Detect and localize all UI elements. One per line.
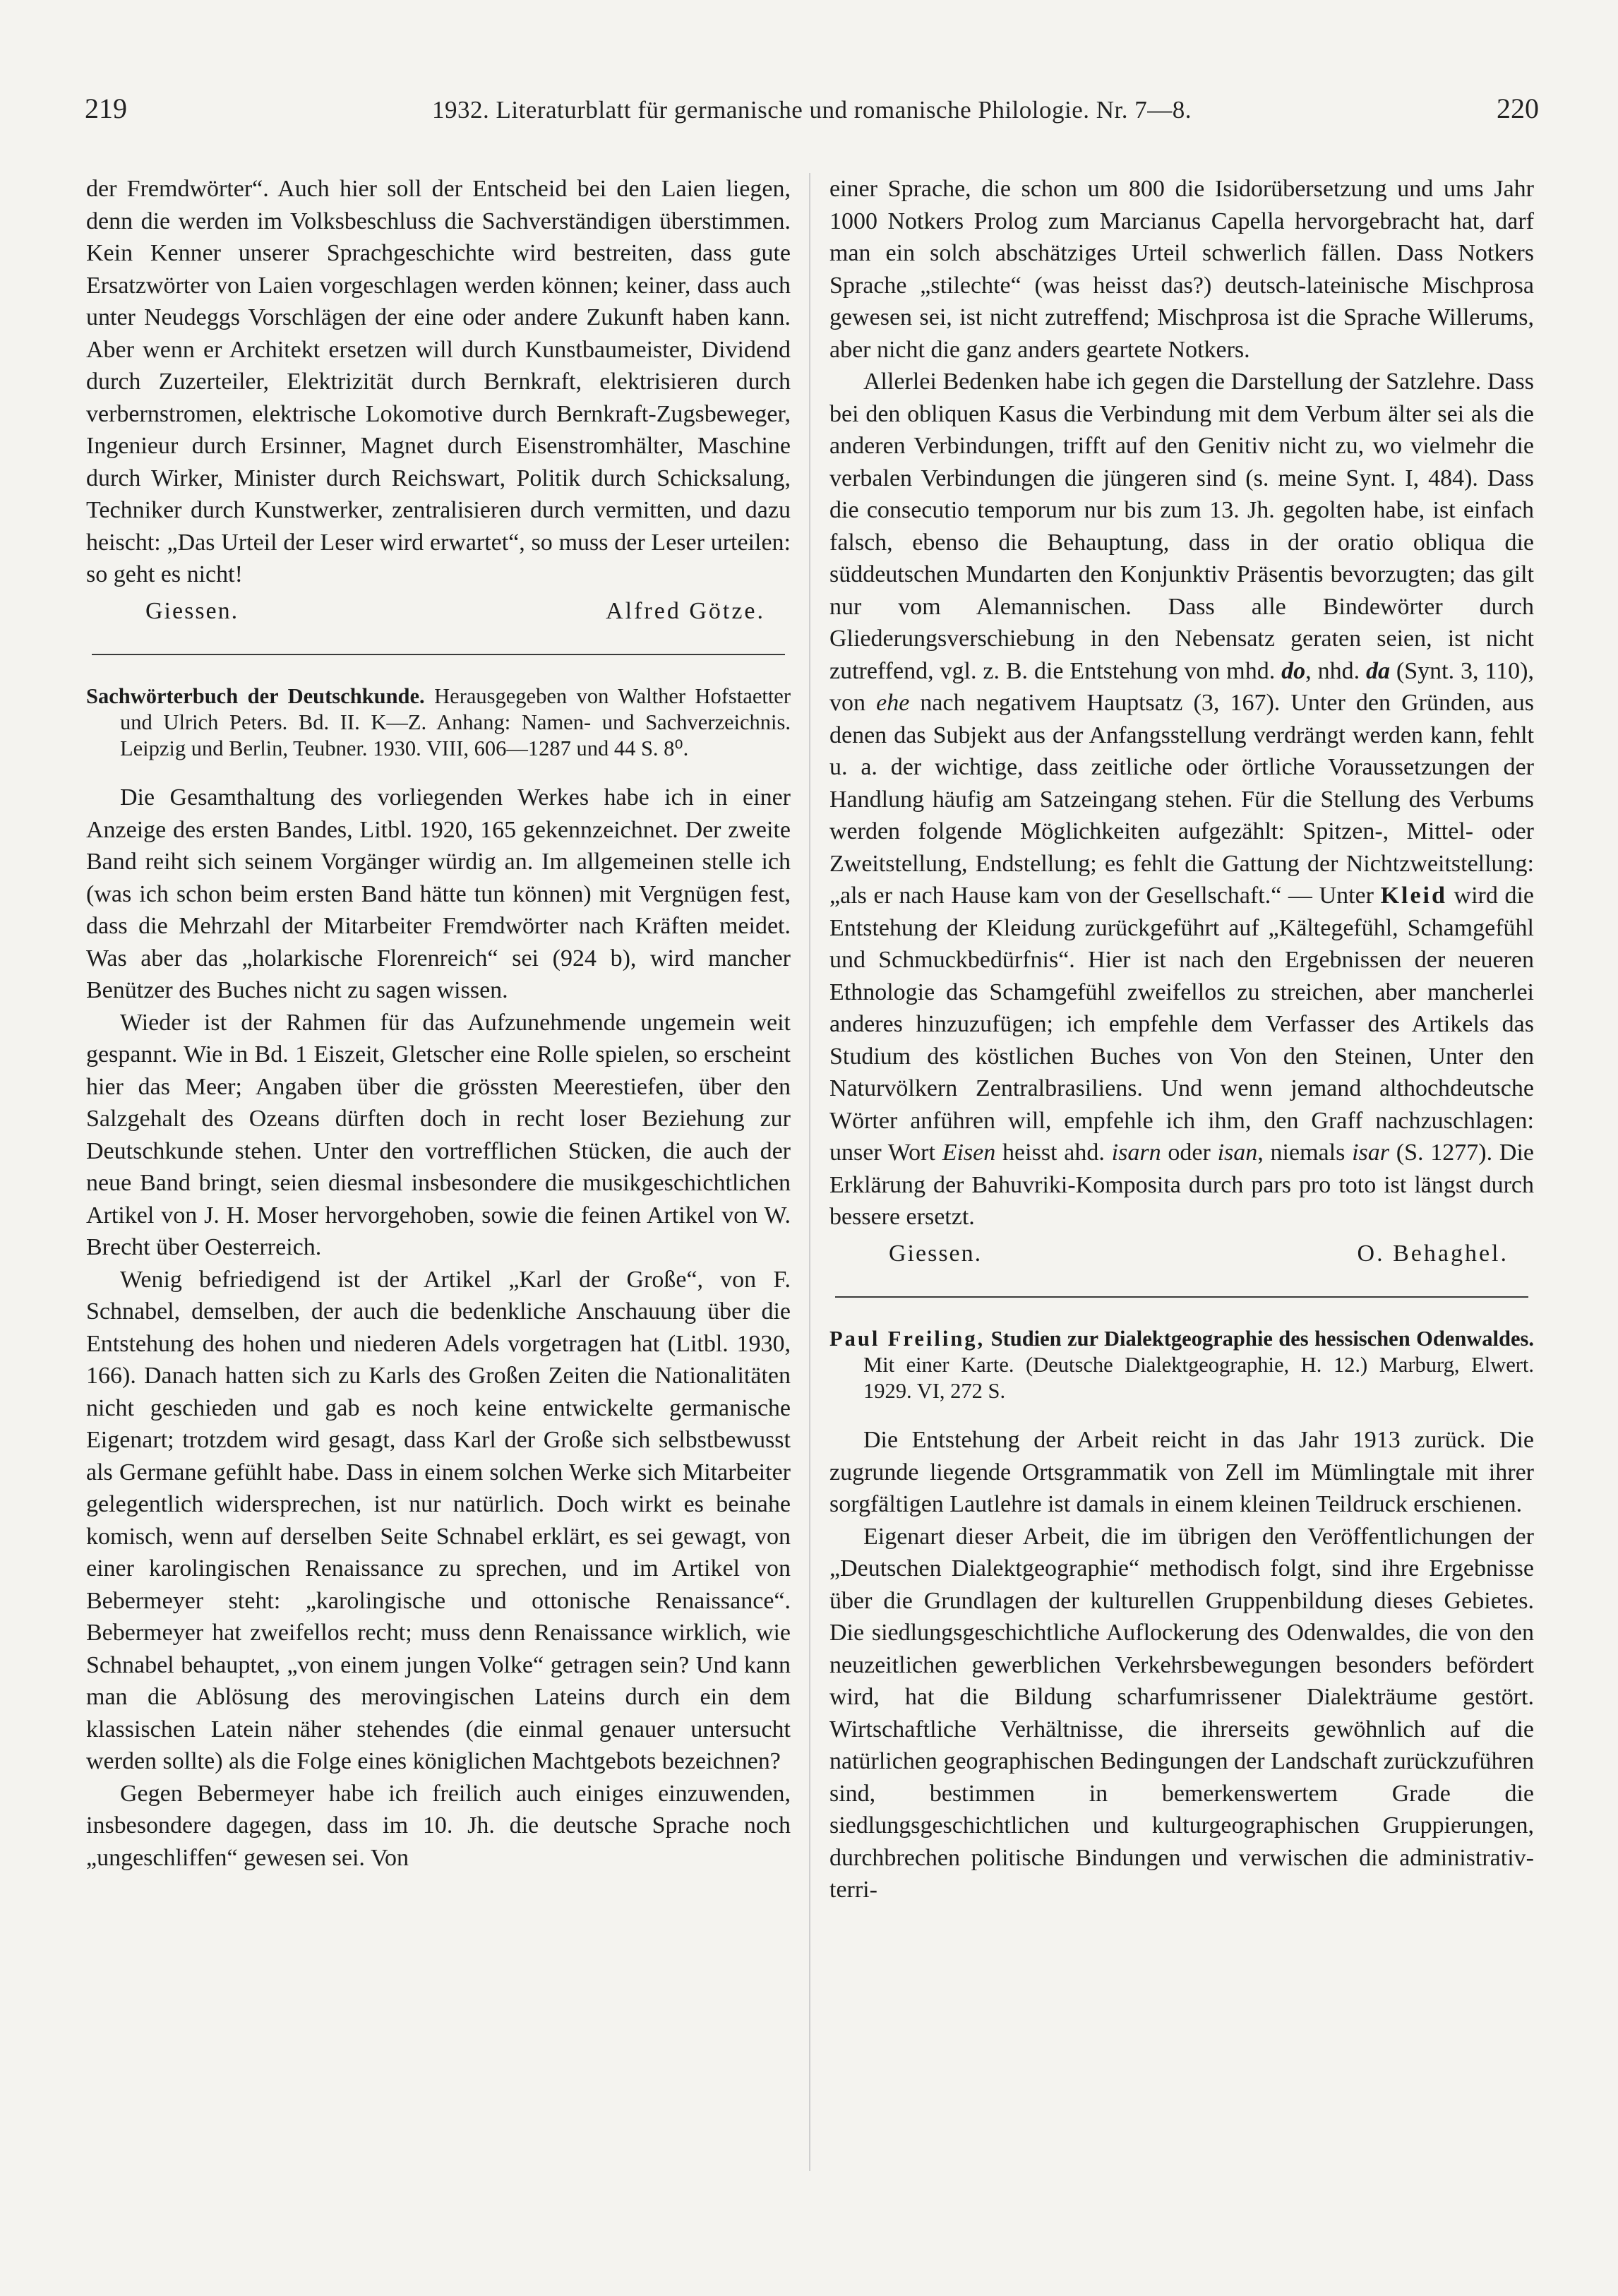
review-heading-freiling: [829, 1326, 1534, 1404]
paragraph: Wieder ist der Rahmen für das Aufzunehmende ungemein weit gespannt. Wie in Bd. 1 Eiszeit, Gletscher eine Rolle spielen, so erscheint hier das Meer; Angaben über die grössten Meerestiefen, über den Salzgehalt des Ozeans dürften doch in recht loser Beziehung zur Deutschkunde stehen. Unter den vortrefflichen Stücken, die auch der neue Band bringt, seien diesmal insbesondere die musikgeschichtlichen Artikel von J. H. Moser hervorgehoben, sowie die feinen Artikel von W. Brecht über Oesterreich.: [86, 1009, 791, 1260]
left-column: [86, 173, 791, 1874]
word-eisen: Eisen: [942, 1140, 996, 1166]
signature-behaghel: [829, 1238, 1534, 1270]
paragraph: einer Sprache, die schon um 800 die Isidorübersetzung und ums Jahr 1000 Notkers Prolog zum Marcianus Capella hervorgebracht hat, darf man ein solch abschätziges Urteil schwerlich fällen. Dass Notkers Sprache „stilechte“ (was heisst das?) deutsch-lateinische Mischprosa gewesen sei, ist nicht zutreffend; Mischprosa ist die Sprache Willerums, aber nicht die ganz anders geartete Notkers.: [829, 176, 1534, 363]
text-run: (Synt. 3, 110), von: [829, 657, 1534, 716]
review-author: Paul Freiling,: [829, 1327, 985, 1351]
text-run: , nhd.: [1305, 657, 1366, 684]
text-run: (S. 1277). Die Erklärung der Bahuvriki-Komposita durch pars pro toto ist längst durch bessere ersetzt.: [829, 1140, 1534, 1230]
page-number-right: 220: [1497, 92, 1539, 124]
word-isarn: isarn: [1111, 1140, 1161, 1166]
right-column: [829, 173, 1534, 1906]
review-bibliography: Herausgegeben von Walther Hofstaetter und Ulrich Peters. Bd. II. K—Z. Anhang: Namen- und Sachverzeichnis. Leipzig und Berlin, Teubner. 1930. VIII, 606—1287 und 44 S. 8⁰.: [120, 684, 791, 760]
journal-title: 1932. Literaturblatt für germanische und romanische Philologie. Nr. 7—8.: [431, 96, 1192, 124]
paragraph: Die Entstehung der Arbeit reicht in das Jahr 1913 zurück. Die zugrunde liegende Ortsgrammatik von Zell im Mümlingtale mit ihrer sorgfältigen Lautlehre ist damals in einem kleinen Teildruck erschienen.: [829, 1427, 1534, 1517]
column-divider: [809, 173, 810, 2171]
section-divider: [835, 1296, 1528, 1298]
word-ehe: ehe: [876, 690, 910, 716]
review-bibliography: Mit einer Karte. (Deutsche Dialektgeographie, H. 12.) Marburg, Elwert. 1929. VI, 272 S.: [863, 1353, 1534, 1403]
signature-place: Giessen.: [145, 597, 239, 624]
paragraph: Die Gesamthaltung des vorliegenden Werkes habe ich in einer Anzeige des ersten Bandes, Litbl. 1920, 165 gekennzeichnet. Der zweite Band reiht sich seinem Vorgänger würdig an. Im allgemeinen stelle ich (was ich schon beim ersten Band hätte tun können) mit Vergnügen fest, dass die Mehrzahl der Mitarbeiter Fremdwörter nach Kräften meidet. Was aber das „holarkische Florenreich“ sei (924 b), wird mancher Benützer des Buches nicht zu sagen wissen.: [86, 784, 791, 1003]
review-title: Sachwörterbuch der Deutschkunde.: [86, 684, 425, 708]
signature-name: O. Behaghel.: [1357, 1240, 1509, 1267]
word-da: da: [1365, 657, 1390, 684]
paragraph: Gegen Bebermeyer habe ich freilich auch einiges einzuwenden, insbesondere dagegen, dass im 10. Jh. die deutsche Sprache noch „ungeschliffen“ gewesen sei. Von: [86, 1780, 791, 1871]
signature-goetze: [86, 595, 791, 628]
text-run: wird die Entstehung der Kleidung zurückgeführt auf „Kältegefühl, Schamgefühl und Schmuckbedürfnis“. Hier ist nach den Ergebnissen der neueren Ethnologie das Schamgefühl zweifellos zu streichen, aber mancherlei anderes hinzuzufügen; ich empfehle dem Verfasser des Artikels das Studium des köstlichen Buches von Von den Steinen, Unter den Naturvölkern Zentralbrasiliens. Und wenn jemand althochdeutsche Wörter anführen will, empfehle ich ihm, den Graff nachzuschlagen: unser Wort: [829, 883, 1534, 1166]
running-header: [85, 92, 1539, 141]
paragraph: [829, 366, 1534, 1233]
page-number-left: 219: [85, 92, 127, 124]
signature-name: Alfred Götze.: [606, 597, 765, 624]
paragraph: Wenig befriedigend ist der Artikel „Karl der Große“, von F. Schnabel, demselben, der auch die bedenkliche Anschauung über die Entstehung des hohen und niederen Adels vorgetragen hat (Litbl. 1930, 166). Danach hatten sich zu Karls des Großen Zeiten die Nationalitäten nicht geschieden und gab es noch keine entwickelte germanische Eigenart; trotzdem wird gesagt, dass Karl der Große sich selbstbewusst als Germane gefühlt habe. Dass in einem solchen Werke sich Mitarbeiter gelegentlich widersprechen, ist nur natürlich. Doch wirkt es beinahe komisch, wenn auf derselben Seite Schnabel erklärt, es sei gewagt, von einer karolingischen Renaissance zu sprechen, und im Artikel von Bebermeyer steht: „karolingische und ottonische Renaissance“. Bebermeyer hat zweifellos recht; muss denn Renaissance wirklich, wie Schnabel behauptet, „von einem jungen Volke“ getragen sein? Und kann man die Ablösung des merovingischen Lateins durch ein dem klassischen Latein näher stehendes (die einmal genauer untersucht werden sollte) als die Folge eines königlichen Machtgebots bezeichnen?: [86, 1266, 791, 1774]
paragraph: Eigenart dieser Arbeit, die im übrigen den Veröffentlichungen der „Deutschen Dialektgeographie“ methodisch folgt, sind ihre Ergebnisse über die Grundlagen der kulturellen Gruppenbildung dieses Gebietes. Die siedlungsgeschichtliche Auflockerung des Odenwaldes, die von den neuzeitlichen gewerblichen Verkehrsbewegungen besonders befördert wird, hat die Bildung scharfumrissener Dialekträume gestört. Wirtschaftliche Verhältnisse, die ihrerseits gewöhnlich auf die natürlichen geographischen Bedingungen der Landschaft zurückzuführen sind, bestimmen in bemerkenswertem Grade die siedlungsgeschichtlichen und kulturgeographischen Gruppierungen, durchbrechen politische Bindungen und verwischen die administrativ-terri-: [829, 1523, 1534, 1903]
text-run: , niemals: [1257, 1140, 1353, 1166]
text-run: oder: [1161, 1140, 1218, 1166]
text-run: heisst ahd.: [995, 1140, 1112, 1166]
paragraph: der Fremdwörter“. Auch hier soll der Entscheid bei den Laien liegen, denn die werden im Volksbeschluss die Sachverständigen überstimmen. Kein Kenner unserer Sprachgeschichte wird bestreiten, dass gute Ersatzwörter von Laien vorgeschlagen werden können; keiner, dass auch unter Neudeggs Vorschlägen der eine oder andere Zukunft haben kann. Aber wenn er Architekt ersetzen will durch Kunstbaumeister, Dividend durch Zuzerteiler, Elektrizität durch Bernkraft, elektrisieren durch verbernstromen, elektrische Lokomotive durch Bernkraft-Zugsbeweger, Ingenieur durch Ersinner, Magnet durch Eisenstromhälter, Maschine durch Wirker, Minister durch Reichswart, Politik durch Schicksalung, Techniker durch Kunstwerker, zentralisieren durch vermitten, und dazu heischt: „Das Urteil der Leser wird erwartet“, so muss der Leser urteilen: so geht es nicht!: [86, 176, 791, 587]
word-kleid: Kleid: [1380, 883, 1447, 909]
word-isan: isan: [1217, 1140, 1258, 1166]
review-heading-sachwoerterbuch: [86, 683, 791, 762]
word-do: do: [1281, 657, 1306, 684]
word-isar: isar: [1352, 1140, 1389, 1166]
text-run: nach negativem Hauptsatz (3, 167). Unter den Gründen, aus denen das Subjekt aus der Anfangsstellung verdrängt werden kann, fehlt u. a. der wichtige, dass zeitliche oder örtliche Voraussetzungen der Handlung häufig am Satzeingang stehen. Für die Stellung des Verbums werden folgende Möglichkeiten aufgezählt: Spitzen-, Mittel- oder Zweitstellung, Endstellung; es fehlt die Gattung der Nichtzweitstellung: „als er nach Hause kam von der Gesellschaft.“ — Unter: [829, 690, 1535, 909]
signature-place: Giessen.: [889, 1240, 983, 1267]
text-run: Allerlei Bedenken habe ich gegen die Darstellung der Satzlehre. Dass bei den obliquen Kasus die Verbindung mit dem Verbum älter sei als die anderen Verbindungen, trifft auf den Genitiv nicht zu, wo vielmehr die verbalen Verbindungen die jüngeren sind (s. meine Synt. I, 484). Dass die consecutio temporum nur bis zum 13. Jh. gegolten habe, ist einfach falsch, ebenso die Behauptung, dass in der oratio obliqua die süddeutschen Mundarten den Konjunktiv Präsentis bevorzugten; das gilt nur vom Alemannischen. Dass alle Bindewörter durch Gliederungsverschiebung in den Nebensatz geraten seien, ist nicht zutreffend, vgl. z. B. die Entstehung von mhd.: [829, 369, 1534, 684]
review-title: Studien zur Dialektgeographie des hessischen Odenwaldes.: [990, 1327, 1535, 1351]
section-divider: [92, 654, 785, 655]
